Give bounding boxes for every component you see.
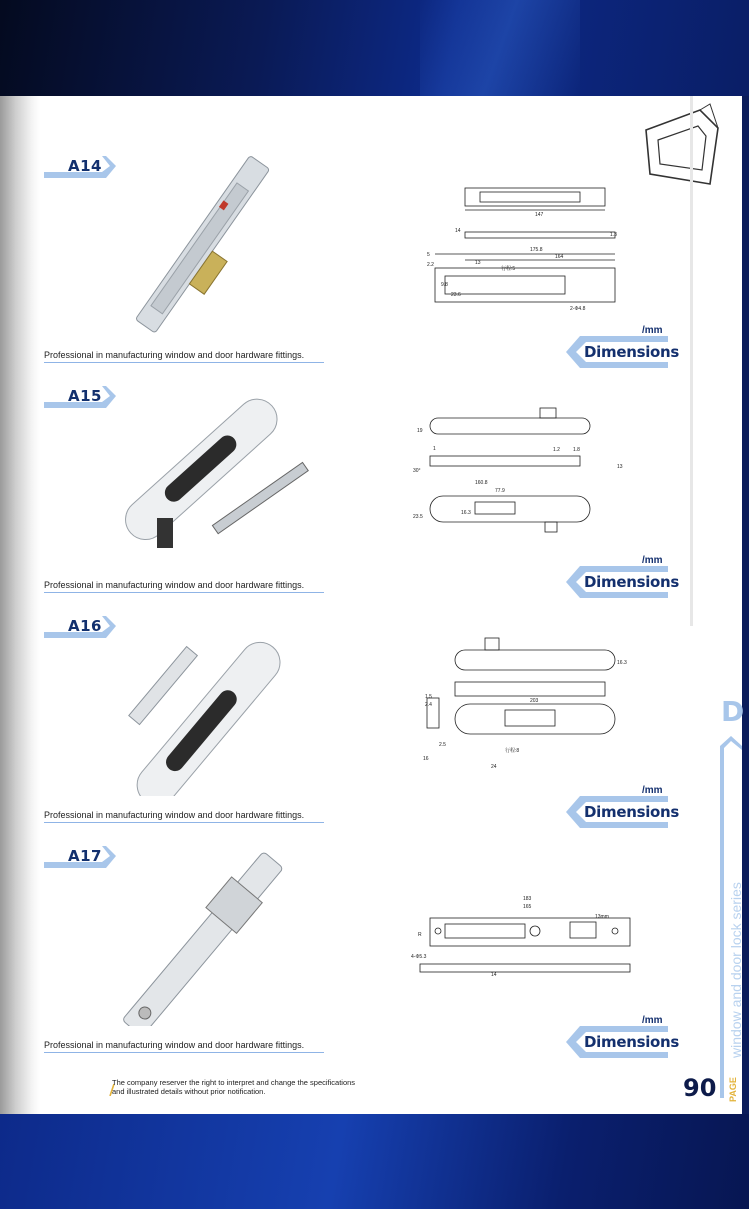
dim-30deg: 30°: [413, 468, 421, 474]
product-code: A14: [68, 157, 102, 175]
series-letter: D: [721, 695, 745, 728]
dim-13: 13: [475, 260, 481, 266]
dimensions-label: Dimensions: [584, 573, 680, 591]
dim-2-2: 2.2: [427, 262, 434, 268]
dim-13: 13: [617, 464, 623, 470]
bottom-background: [0, 1114, 749, 1209]
dim-23-5: 23.5: [413, 514, 423, 520]
caption: Professional in manufacturing window and door hardware fittings.: [44, 350, 324, 363]
product-section-a14: [0, 96, 742, 361]
dimensions-label: Dimensions: [584, 1033, 680, 1051]
page-label: PAGE: [728, 1077, 738, 1102]
dim-hole: 2-Φ4.8: [570, 306, 586, 312]
dim-16-3: 16.3: [461, 510, 471, 516]
dim-160-8: 160.8: [475, 480, 488, 486]
dim-16-3: 16.3: [617, 660, 627, 666]
dim-1-3: 1.3: [610, 232, 617, 238]
notice-line-1: The company reserver the right to interpret and change the specifications: [112, 1078, 356, 1087]
product-code: A15: [68, 387, 102, 405]
dimensions-label: Dimensions: [584, 343, 680, 361]
dim-16: 16: [423, 756, 429, 762]
technical-drawing-a15: [405, 406, 635, 546]
disclaimer-notice: [112, 1078, 372, 1096]
caption: Professional in manufacturing window and door hardware fittings.: [44, 580, 324, 593]
technical-drawing-a16: [405, 636, 635, 776]
product-section-a17: [0, 786, 742, 1051]
caption: Professional in manufacturing window and door hardware fittings.: [44, 810, 324, 823]
dim-holes: 4-Φ5.3: [411, 954, 427, 960]
dim-24: 24: [491, 764, 497, 770]
product-section-a16: [0, 556, 745, 821]
dim-175-8: 175.8: [530, 247, 543, 253]
dim-19: 19: [417, 428, 423, 434]
unit-label: /mm: [642, 785, 663, 796]
dim-1-2: 1.2: [553, 447, 560, 453]
dim-23-6: 23.6: [451, 292, 461, 298]
dim-77-9: 77.9: [495, 488, 505, 494]
dimensions-label: Dimensions: [584, 803, 680, 821]
dim-2-4: 2.4: [425, 702, 432, 708]
dim-14: 14: [491, 972, 497, 978]
dim-1-8: 1.8: [573, 447, 580, 453]
dim-9-8: 9.8: [441, 282, 448, 288]
dim-164: 164: [555, 254, 564, 260]
product-photo-a14: [95, 156, 315, 336]
technical-drawing-a17: [405, 866, 635, 1006]
top-background: [0, 0, 749, 96]
page-number: 90: [683, 1074, 717, 1102]
dim-travel: 行程:5: [501, 266, 516, 272]
dim-147: 147: [535, 212, 544, 218]
dim-203: 203: [530, 698, 539, 704]
dim-14: 14: [455, 228, 461, 234]
dim-165: 165: [523, 904, 532, 910]
product-photo-a17: [95, 846, 315, 1026]
product-code: A17: [68, 847, 102, 865]
dim-1: 1: [433, 446, 436, 452]
product-photo-a15: [95, 386, 315, 566]
dim-13mm: 13mm: [595, 914, 609, 920]
product-section-a15: [0, 326, 742, 591]
product-photo-a16: [95, 616, 315, 796]
notice-line-2: and illustrated details without prior notification.: [112, 1087, 266, 1096]
product-code: A16: [68, 617, 102, 635]
dim-travel: 行程:8: [505, 748, 520, 754]
dim-5: 5: [427, 252, 430, 258]
unit-label: /mm: [642, 325, 663, 336]
dim-r: R: [418, 932, 422, 938]
dim-1-5: 1.5: [425, 694, 432, 700]
dimensions-banner: [566, 1026, 680, 1058]
caption: Professional in manufacturing window and door hardware fittings.: [44, 1040, 324, 1053]
unit-label: /mm: [642, 555, 663, 566]
dim-2-5: 2.5: [439, 742, 446, 748]
unit-label: /mm: [642, 1015, 663, 1026]
dim-183: 183: [523, 896, 532, 902]
series-vertical-text: window and door lock series: [728, 882, 744, 1058]
technical-drawing-a14: [405, 176, 635, 316]
